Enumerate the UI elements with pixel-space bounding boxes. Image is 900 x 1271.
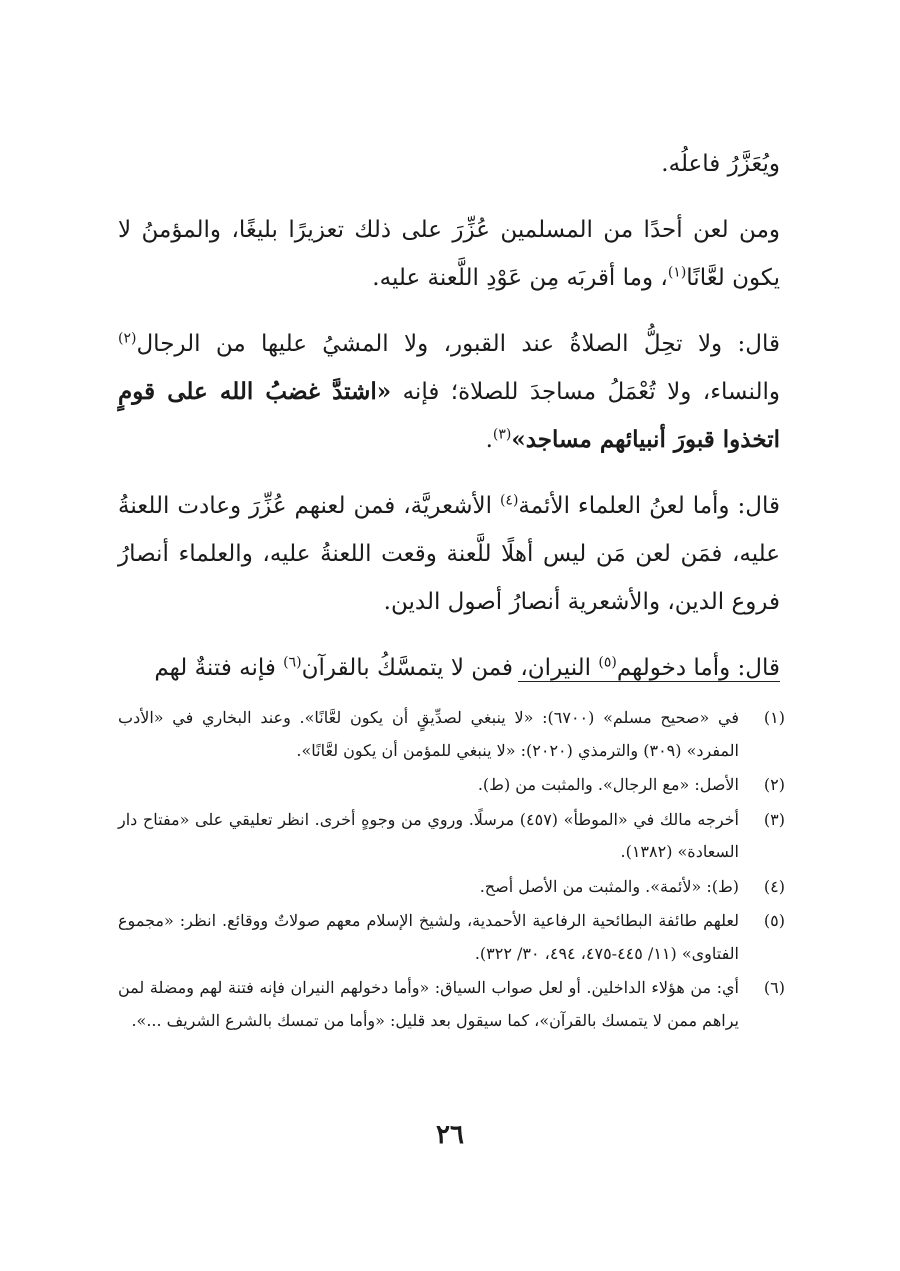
text-run: قال: وأما دخولهم — [616, 655, 780, 681]
footnote — [118, 702, 785, 767]
hadith-quote: «اشتدَّ غضبُ الله على قومٍ اتخذوا قبورَ أنبيائهم مساجد» — [118, 378, 780, 453]
text-run: قال: وأما لعنُ العلماء الأئمة — [518, 493, 780, 519]
footnote-number: (٢) — [763, 775, 785, 794]
text-run: الأشعريَّة، فمن لعنهم عُزِّرَ وعادت اللعنةُ عليه، فمَن لعن مَن ليس أهلًا للَّعنة وقعت اللعنةُ عليه، والعلماء أنصارُ فروع الدين، والأشعرية أنصارُ أصول الدين. — [118, 493, 780, 615]
text-run: فإنه فتنةٌ لهم — [154, 655, 284, 681]
footnote-number: (٥) — [763, 911, 785, 930]
footnote-text: (ط): «لأئمة». والمثبت من الأصل أصح. — [479, 876, 739, 896]
footnote-number: (٣) — [763, 809, 785, 829]
footnote-number: (١) — [763, 708, 785, 727]
footnote-marker[interactable]: (٢) — [118, 330, 137, 347]
text-run: والنساء، ولا تُعْمَلُ مساجدَ للصلاة؛ فإنه — [391, 379, 780, 405]
text-run: ، وما أقربَه مِن عَوْدِ اللَّعنة عليه. — [372, 265, 668, 291]
footnote — [118, 804, 785, 869]
main-text — [118, 140, 780, 710]
footnote — [118, 871, 785, 904]
page-number: ٢٦ — [436, 1120, 464, 1150]
footnote-marker[interactable]: (٤) — [499, 492, 519, 509]
footnote-marker[interactable]: (٣) — [492, 426, 512, 443]
paragraph — [118, 320, 780, 464]
paragraph — [118, 140, 780, 188]
footnote-text: في «صحيح مسلم» (٦٧٠٠): «لا ينبغي لصدِّيقٍ أن يكون لعَّانًا». وعند البخاري في «الأدب المفرد» (٣٠٩) والترمذي (٢٠٢٠): «لا ينبغي للمؤمن أن يكون لعَّانًا». — [118, 708, 739, 760]
footnote — [118, 769, 785, 802]
footnote-marker[interactable]: (٦) — [283, 654, 302, 671]
footnote-text: أخرجه مالك في «الموطأ» (٤٥٧) مرسلًا. وروي من وجوهٍ أخرى. انظر تعليقي على «مفتاح دار السعادة» (١٣٨٢). — [118, 809, 740, 861]
text-run: ويُعَزَّرُ فاعلُه. — [661, 151, 780, 177]
paragraph — [118, 644, 780, 692]
footnote-number: (٦) — [763, 978, 785, 997]
text-run: النيران، فمن لا يتمسَّكُ بالقرآن — [301, 655, 599, 681]
footnote-marker[interactable]: (٥) — [598, 654, 617, 671]
text-run: ومن لعن أحدًا من المسلمين عُزِّرَ على ذلك تعزيرًا بليغًا، والمؤمنُ لا يكون لعَّانًا — [118, 217, 780, 291]
footnote-text: لعلهم طائفة البطائحية الرفاعية الأحمدية، ولشيخ الإسلام معهم صولاتٌ ووقائع. انظر: «مجموع الفتاوى» (١١/ ٤٤٥-٤٧٥، ٤٩٤، ٣٠/ ٣٢٢). — [118, 911, 739, 963]
footnotes — [118, 702, 785, 1039]
footnote — [118, 972, 785, 1037]
paragraph — [118, 482, 780, 626]
paragraph — [118, 206, 780, 302]
text-run: . — [485, 427, 493, 453]
footnote-text: أي: من هؤلاء الداخلين. أو لعل صواب السياق: «وأما دخولهم النيران فإنه فتنة لهم ومضلة لمن يراهم ممن لا يتمسك بالقرآن»، كما سيقول بعد قليل: «وأما من تمسك بالشرع الشريف ...». — [118, 978, 739, 1030]
footnote-marker[interactable]: (١) — [667, 264, 687, 281]
footnote — [118, 905, 785, 970]
text-run: قال: ولا تحِلُّ الصلاةُ عند القبور، ولا المشيُ عليها من الرجال — [136, 331, 780, 357]
footnote-text: الأصل: «مع الرجال». والمثبت من (ط). — [477, 775, 739, 794]
footnote-separator — [518, 681, 780, 682]
footnote-number: (٤) — [763, 876, 785, 896]
